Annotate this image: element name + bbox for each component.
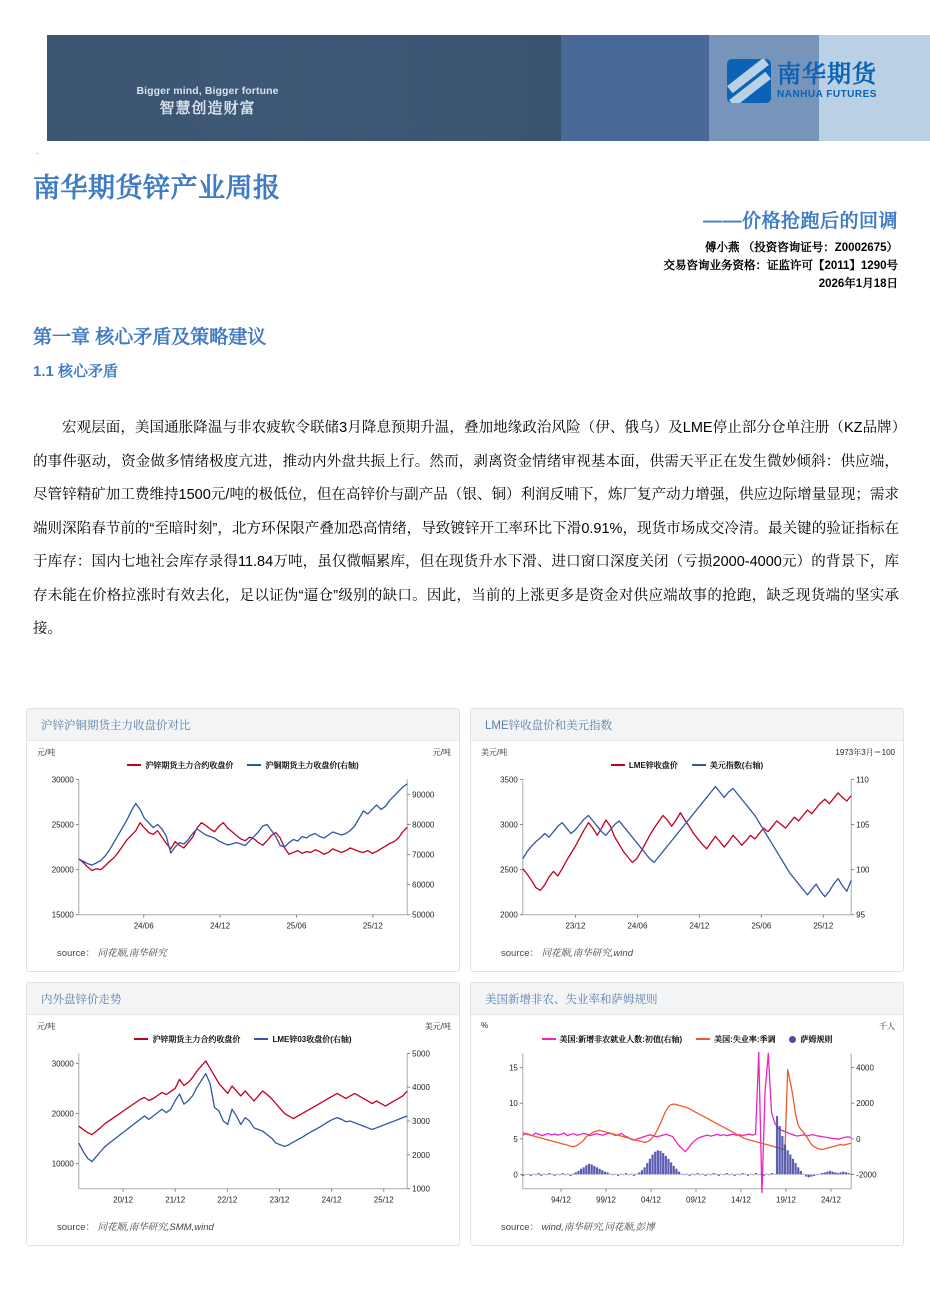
svg-text:30000: 30000 <box>51 1059 74 1069</box>
legend-label: LME锌03收盘价(右轴) <box>272 1034 352 1044</box>
chart-plot-4 <box>479 1047 895 1215</box>
chart-legend <box>479 1031 895 1047</box>
tagline-english: Bigger mind, Bigger fortune <box>136 85 279 97</box>
svg-text:15: 15 <box>508 1063 518 1073</box>
chart-source <box>35 1215 451 1241</box>
svg-text:20000: 20000 <box>51 865 74 875</box>
svg-text:04/12: 04/12 <box>641 1195 661 1205</box>
legend-item <box>254 1034 351 1045</box>
svg-text:80000: 80000 <box>412 820 435 830</box>
svg-text:60000: 60000 <box>412 880 435 890</box>
chapter-heading: 第一章 核心矛盾及策略建议 <box>33 327 267 348</box>
svg-text:3000: 3000 <box>412 1117 430 1127</box>
svg-text:95: 95 <box>856 910 866 920</box>
legend-item <box>692 760 763 771</box>
svg-text:30000: 30000 <box>51 775 74 785</box>
legend-line-icon <box>611 764 625 767</box>
logo-text <box>777 60 877 100</box>
chart-panel-title: 沪锌沪铜期货主力收盘价对比 <box>27 709 459 741</box>
banner-band-mid1 <box>561 35 709 141</box>
svg-text:24/06: 24/06 <box>133 921 154 931</box>
svg-text:50000: 50000 <box>412 910 435 920</box>
svg-text:20000: 20000 <box>51 1109 74 1119</box>
svg-text:15000: 15000 <box>51 910 74 920</box>
legend-line-icon <box>696 1038 710 1041</box>
source-names: 同花顺,南华研究,wind <box>541 948 633 959</box>
svg-text:3000: 3000 <box>500 820 518 830</box>
source-names: wind,南华研究,同花顺,彭博 <box>541 1222 655 1233</box>
legend-dot-icon <box>789 1036 796 1043</box>
svg-text:0: 0 <box>513 1170 518 1180</box>
svg-text:10: 10 <box>508 1099 518 1109</box>
svg-text:2000: 2000 <box>412 1150 430 1160</box>
page-dot-marker: . <box>36 146 39 156</box>
chart-panel-2 <box>470 708 904 972</box>
svg-text:24/12: 24/12 <box>689 921 710 931</box>
legend-item <box>789 1034 832 1045</box>
legend-line-icon <box>247 764 261 767</box>
svg-text:90000: 90000 <box>412 790 435 800</box>
svg-text:20/12: 20/12 <box>113 1195 134 1205</box>
legend-label: LME锌收盘价 <box>628 760 678 770</box>
author-info <box>663 240 898 293</box>
chart-panel-body <box>471 1015 903 1245</box>
chart-panel-3 <box>26 982 460 1246</box>
svg-text:5: 5 <box>513 1134 518 1144</box>
svg-text:2500: 2500 <box>500 865 518 875</box>
legend-label: 美元指数(右轴) <box>709 760 764 770</box>
source-prefix: source： <box>501 948 542 959</box>
chart-plot-1 <box>35 773 451 941</box>
svg-text:25/06: 25/06 <box>751 921 772 931</box>
svg-text:14/12: 14/12 <box>731 1195 751 1205</box>
nanhua-logo-icon <box>727 59 771 103</box>
left-axis-unit: 元/吨 <box>37 748 56 757</box>
source-names: 同花顺,南华研究,SMM,wind <box>97 1222 214 1233</box>
page-subtitle: ——价格抢跑后的回调 <box>702 211 898 232</box>
legend-label: 沪铜期货主力收盘价(右轴) <box>265 760 359 770</box>
banner-band-dark <box>47 35 561 141</box>
tagline-chinese: 智慧创造财富 <box>159 100 256 118</box>
svg-text:23/12: 23/12 <box>269 1195 290 1205</box>
svg-text:100: 100 <box>856 865 870 875</box>
logo-chinese-name: 南华期货 <box>777 60 877 88</box>
svg-text:21/12: 21/12 <box>165 1195 186 1205</box>
source-prefix: source： <box>57 948 98 959</box>
legend-line-icon <box>127 764 141 767</box>
svg-text:-2000: -2000 <box>856 1170 877 1180</box>
legend-line-icon <box>134 1038 148 1041</box>
svg-text:25/06: 25/06 <box>286 921 307 931</box>
chart-legend <box>479 757 895 773</box>
legend-label: 萨姆规则 <box>800 1034 833 1044</box>
company-logo <box>727 59 877 103</box>
legend-label: 沪锌期货主力合约收盘价 <box>145 760 234 770</box>
chart-legend <box>35 757 451 773</box>
svg-text:110: 110 <box>856 775 869 785</box>
legend-item <box>134 1034 240 1045</box>
right-axis-unit: 千人 <box>879 1022 895 1031</box>
svg-text:4000: 4000 <box>412 1083 430 1093</box>
svg-text:09/12: 09/12 <box>686 1195 706 1205</box>
svg-text:23/12: 23/12 <box>565 921 586 931</box>
chart-panel-body <box>27 741 459 971</box>
chart-grid <box>26 708 905 1246</box>
source-names: 同花顺,南华研究 <box>97 948 167 959</box>
svg-text:25000: 25000 <box>51 820 74 830</box>
chart-panel-title: 美国新增非农、失业率和萨姆规则 <box>471 983 903 1015</box>
legend-item <box>127 760 233 771</box>
logo-english-name: NANHUA FUTURES <box>777 88 877 100</box>
svg-text:25/12: 25/12 <box>362 921 383 931</box>
svg-text:10000: 10000 <box>51 1159 74 1169</box>
page-title: 南华期货锌产业周报 <box>33 173 281 203</box>
section-heading: 1.1 核心矛盾 <box>33 363 119 380</box>
svg-text:24/06: 24/06 <box>627 921 648 931</box>
svg-text:22/12: 22/12 <box>217 1195 238 1205</box>
svg-text:24/12: 24/12 <box>821 1195 841 1205</box>
body-paragraph: 宏观层面，美国通胀降温与非农疲软令联储3月降息预期升温，叠加地缘政治风险（伊、俄乌）及LME停止部分仓单注册（KZ品牌）的事件驱动，资金做多情绪极度亢进，推动内外盘共振上行。然而，剥离资金情绪审视基本面，供需天平正在发生微妙倾斜：供应端，尽管锌精矿加工费维持1500元/吨的极低位，但在高锌价与副产品（银、铜）利润反哺下，炼厂复产动力增强，供应边际增量显现；需求端则深陷春节前的“至暗时刻”，北方环保限产叠加恐高情绪，导致镀锌开工率环比下滑0.91%，现货市场成交冷清。最关键的验证指标在于库存：国内七地社会库存录得11.84万吨，虽仅微幅累库，但在现货升水下滑、进口窗口深度关闭（亏损2000-4000元）的背景下，库存未能在价格拉涨时有效去化，足以证伪“逼仓”级别的缺口。因此，当前的上涨更多是资金对供应端故事的抢跑，缺乏现货端的坚实承接。 <box>33 420 899 637</box>
legend-line-icon <box>542 1038 556 1041</box>
legend-item <box>247 760 358 771</box>
chart-panel-1 <box>26 708 460 972</box>
svg-text:2000: 2000 <box>856 1099 874 1109</box>
chart-panel-title: 内外盘锌价走势 <box>27 983 459 1015</box>
legend-item <box>696 1034 775 1045</box>
source-prefix: source： <box>57 1222 98 1233</box>
legend-line-icon <box>254 1038 268 1041</box>
author-name-license: 傅小燕 （投资咨询证号：Z0002675） <box>705 242 898 254</box>
left-axis-unit: 元/吨 <box>37 1022 56 1031</box>
svg-text:2000: 2000 <box>500 910 518 920</box>
left-axis-unit: % <box>481 1021 489 1030</box>
legend-label: 沪锌期货主力合约收盘价 <box>152 1034 241 1044</box>
company-tagline <box>80 85 335 119</box>
source-prefix: source： <box>501 1222 542 1233</box>
chart-plot-2 <box>479 773 895 941</box>
legend-item <box>542 1034 683 1045</box>
svg-text:70000: 70000 <box>412 850 435 860</box>
svg-text:24/12: 24/12 <box>210 921 231 931</box>
chart-panel-body <box>27 1015 459 1245</box>
chart-source <box>479 941 895 967</box>
right-axis-unit: 1973年3月＝100 <box>835 748 895 757</box>
svg-text:1000: 1000 <box>412 1184 430 1194</box>
chart-panel-4 <box>470 982 904 1246</box>
business-qualification: 交易咨询业务资格：证监许可【2011】1290号 <box>663 259 898 272</box>
svg-text:5000: 5000 <box>412 1049 430 1059</box>
legend-label: 美国:失业率:季调 <box>714 1034 776 1044</box>
left-axis-unit: 美元/吨 <box>481 748 508 757</box>
svg-text:94/12: 94/12 <box>551 1195 571 1205</box>
chart-source <box>479 1215 895 1241</box>
chart-panel-title: LME锌收盘价和美元指数 <box>471 709 903 741</box>
svg-text:3500: 3500 <box>500 775 518 785</box>
legend-item <box>611 760 678 771</box>
right-axis-unit: 美元/吨 <box>424 1022 451 1031</box>
chart-source <box>35 941 451 967</box>
svg-text:0: 0 <box>856 1134 861 1144</box>
svg-text:4000: 4000 <box>856 1063 874 1073</box>
svg-text:25/12: 25/12 <box>373 1195 394 1205</box>
svg-text:24/12: 24/12 <box>321 1195 342 1205</box>
svg-text:19/12: 19/12 <box>776 1195 796 1205</box>
chart-panel-body <box>471 741 903 971</box>
chart-plot-3 <box>35 1047 451 1215</box>
legend-label: 美国:新增非农就业人数:初值(右轴) <box>559 1034 683 1044</box>
legend-line-icon <box>692 764 706 767</box>
report-date: 2026年1月18日 <box>818 277 898 290</box>
chart-legend <box>35 1031 451 1047</box>
svg-text:105: 105 <box>856 820 870 830</box>
svg-text:99/12: 99/12 <box>596 1195 616 1205</box>
right-axis-unit: 元/吨 <box>432 748 451 757</box>
svg-text:25/12: 25/12 <box>813 921 834 931</box>
